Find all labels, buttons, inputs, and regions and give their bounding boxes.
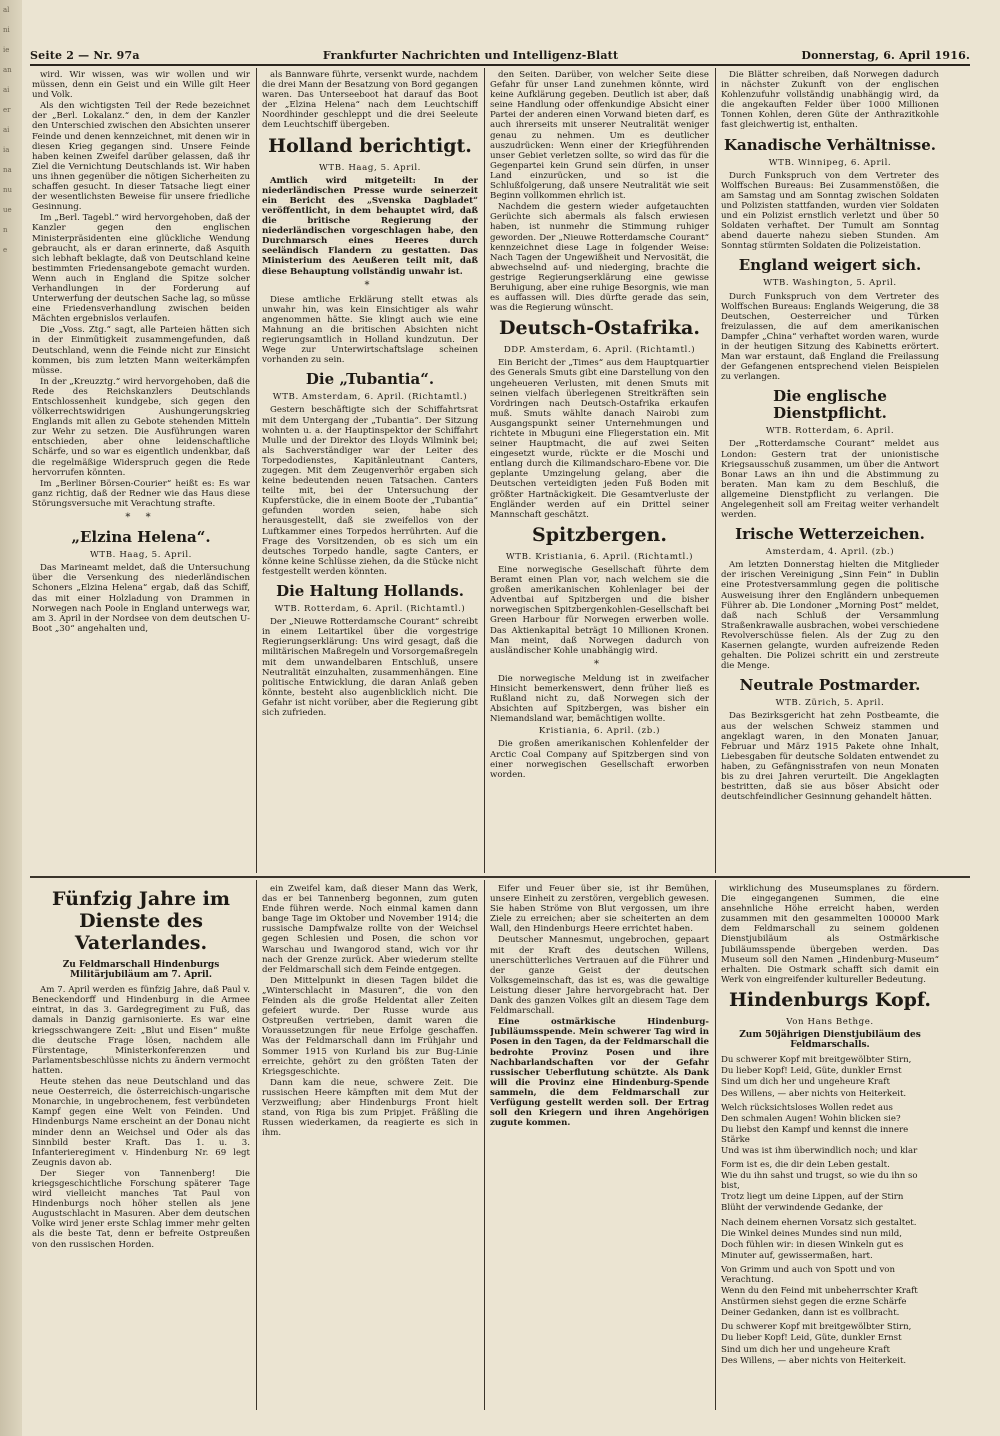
poem-subtitle: Zum 50jährigen Dienstjubiläum des Feldmarschalls.	[739, 1030, 921, 1051]
edge-fragment: ie	[3, 46, 10, 54]
article-paragraph: ein Zweifel kam, daß dieser Mann das Werk, das er bei Tannenberg begonnen, zum guten Ende führen werde. Noch einmal kamen dann bange Tage im Oktober und November 1914; die russische Dampfwalze rollte von der Weichsel gegen Schlesien und Posen, die schon vor Warschau und Iwangorod stand, wich vor ihr nach der Grenze zurück. Aber wiederum stellte der Feldmarschall sich dem Feinde entgegen.	[262, 884, 478, 975]
poem-body	[721, 1055, 939, 1366]
dateline: WTB. Haag, 5. April.	[318, 162, 422, 173]
article-paragraph: Im „Berliner Börsen-Courier“ heißt es: Es war ganz richtig, daß der Redner wie das Haus diese Störungsversuche mit Verachtung strafte.	[32, 478, 250, 509]
dateline: Kristiania, 6. April. (zb.)	[538, 726, 661, 737]
article-paragraph: Die Blätter schreiben, daß Norwegen dadurch in nächster Zukunft von der englischen Kohlenzufuhr vollständig unabhängig wird, da die angekauften Felder über 1000 Millionen Tonnen Kohlen, deren Güte der Anthrazitkohle fast gleichwertig ist, enthalten.	[721, 70, 939, 131]
article-headline: „Elzina Helena“.	[71, 528, 211, 547]
dateline: WTB. Washington, 5. April.	[763, 278, 897, 289]
article-paragraph: Diese amtliche Erklärung stellt etwas als unwahr hin, was kein Einsichtiger als wahr angenommen hätte. Sie klingt auch wie eine Mahnung an die britischen Absichten nicht regierungsamtlich in Holland kundzutun. Der Wege zur Unterwirtschaftslage scheinen vorhanden zu sein.	[262, 294, 478, 366]
poem-line: Sind um dich her und ungeheure Kraft	[721, 1077, 890, 1088]
article-paragraph: Eifer und Feuer über sie, ist ihr Bemühen, unsere Einheit zu zerstören, vergeblich gewesen. Sie haben Ströme von Blut vergossen, um ihre Ziele zu erreichen; aber sie scheiterten an dem Wall, den Hindenburgs Heere errichtet haben.	[490, 884, 709, 935]
column-4	[721, 70, 939, 873]
edge-fragment: an	[3, 66, 12, 74]
dateline: WTB. Winnipeg, 6. April.	[768, 157, 892, 168]
binding-edge	[0, 0, 22, 1436]
lower-column-1	[32, 884, 250, 1409]
section-rule	[30, 876, 970, 878]
dateline: DDP. Amsterdam, 6. April. (Richtamtl.)	[503, 345, 696, 356]
article-paragraph: wird. Wir wissen, was wir wollen und wir müssen, denn ein Geist und ein Wille gilt Heer und Volk.	[32, 70, 250, 101]
edge-fragment: ai	[3, 86, 10, 94]
column-rule	[256, 880, 257, 1410]
article-paragraph: Der Sieger von Tannenberg! Die kriegsgeschichtliche Forschung späterer Tage wird vielleicht manches Tat Paul von Hindenburgs noch höher stellen als jene Augustschlacht in Masuren. Aber dem deutschen Volke wird jener erste Schlag immer mehr gelten als die beste Tat, denn er befreite Ostpreußen von den russischen Horden.	[32, 1168, 250, 1250]
edge-fragment: ni	[3, 26, 10, 34]
poem-line: Du schwerer Kopf mit breitgewölbter Stirn,	[721, 1055, 912, 1066]
article-headline: Die „Tubantia“.	[305, 370, 435, 389]
article-headline: Die englische Dienstpflicht.	[773, 387, 887, 423]
lower-column-2	[262, 884, 478, 1409]
dateline: WTB. Zürich, 5. April.	[775, 698, 885, 709]
article-paragraph: Ein Bericht der „Times“ aus dem Hauptquartier des Generals Smuts gibt eine Darstellung von den ungeheueren Verlusten, mit denen Smuts mit seinen vielfach überlegenen Streitkräften sein Vordringen nach Deutsch-Ostafrika erkaufen muß. Smuts wählte danach Nairobi zum Ausgangspunkt seiner Unternehmungen und richtete in Mbuguni eine Fliegerstation ein. Mit seiner Hauptmacht, die auf zwei Seiten eingesetzt wurde, rückte er die Moschi und entlang durch die Kilimandscharo-Ebene vor. Die geplante Umzingelung gelang, aber die Deutschen verteidigten jeden Fuß Boden mit größter Hartnäckigkeit. Die Gesamtverluste der Engländer werden auf ein Drittel seiner Mannschaft geschätzt.	[490, 358, 709, 520]
dateline: Amsterdam, 4. April. (zb.)	[765, 547, 895, 558]
article-paragraph: Der „Rotterdamsche Courant“ meldet aus London: Gestern trat der unionistische Kriegsausschuß zusammen, um über die Antwort Bonar Laws an ihn und die Abstimmung zu beraten. Man kam zu dem Beschluß, die allgemeine Dienstpflicht zu verlangen. Die Angelegenheit soll am Freitag weiter verhandelt werden.	[721, 439, 939, 521]
poem-line: Trotz liegt um deine Lippen, auf der Stirn	[721, 1192, 904, 1203]
article-paragraph: Die norwegische Meldung ist in zweifacher Hinsicht bemerkenswert, denn früher ließ es Rußland nicht zu, daß Norwegen sich der Absichten auf Spitzbergen, was bisher ein Niemandsland war, bemächtigen wollte.	[490, 673, 709, 725]
dateline: WTB. Rotterdam, 6. April. (Richtamtl.)	[274, 604, 466, 615]
poem-line: Und was ist ihm überwindlich noch; und klar	[721, 1145, 918, 1156]
edge-fragment: al	[3, 6, 10, 14]
article-paragraph: Dann kam die neue, schwere Zeit. Die russischen Heere kämpften mit dem Mut der Verzweiflung; aber Hindenburgs Front hielt stand, von Riga bis zum Pripjet. Fräßling die Russen wiederkamen, da reagierte es sich in ihm.	[262, 1077, 478, 1139]
edge-fragment: nu	[3, 186, 13, 194]
column-rule	[715, 68, 716, 873]
poem-line: Minuter auf, gewissermaßen, hart.	[721, 1250, 873, 1261]
poem-title: Hindenburgs Kopf.	[728, 988, 932, 1011]
column-rule	[256, 68, 257, 873]
poem-line: Wie du ihn sahst und trugst, so wie du ihn so bist,	[721, 1171, 918, 1192]
poem-line: Anstürmen siehst gegen die erzne Schärfe	[721, 1297, 907, 1308]
dateline: WTB. Rotterdam, 6. April.	[765, 426, 895, 437]
article-paragraph: Heute stehen das neue Deutschland und das neue Oesterreich, die österreichisch-ungarische Monarchie, in ungebrochenem, fest verbündeten Kampf gegen eine Welt von Feinden. Und Hindenburgs Name erscheint an der Donau nicht minder denn an Weichsel und Oder als das Sinnbild bester Kraft. Das 1. u. 3. Infanterieregiment v. Hindenburg Nr. 69 legt Zeugnis davon ab.	[32, 1077, 250, 1168]
poem-line: Du lieber Kopf! Leid, Güte, dunkler Ernst	[721, 1066, 902, 1077]
poem-line: Den schmalen Augen! Wohin blicken sie?	[721, 1113, 901, 1124]
poem-line: Sind um dich her und ungeheure Kraft	[721, 1344, 890, 1355]
article-headline: Kanadische Verhältnisse.	[723, 135, 937, 154]
edge-fragment: ai	[3, 126, 10, 134]
article-paragraph: Am letzten Donnerstag hielten die Mitglieder der irischen Vereinigung „Sinn Fein“ in Dublin eine Protestversammlung gegen die politische Ausweisung ihrer den Engländern unbequemen Führer ab. Die Londoner „Morning Post“ meldet, daß nach Schluß der Versammlung Straßenkrawalle ausbrachen, wobei verschiedene Revolverschüsse fielen. Als der Zug zu den Kasernen gelangte, wurden aufreizende Reden gehalten. Die Polizei schritt ein und zerstreute die Menge.	[721, 560, 939, 672]
poem-author: Von Hans Bethge.	[786, 1016, 874, 1027]
edge-fragment: ia	[3, 146, 10, 154]
poem-line: Die Winkel deines Mundes sind nun mild,	[721, 1228, 903, 1239]
article-paragraph: Eine ostmärkische Hindenburg-Jubiläumsspende. Mein schwerer Tag wird in Posen in den Tagen, da der Feldmarschall die bedrohte Provinz Posen und ihre Nachbarlandschaften vor der Gefahr russischer Ueberflutung schützte. Als Dank will die Provinz eine Hindenburg-Spende sammeln, die dem Feldmarschall zur Verfügung gestellt werden soll. Der Ertrag soll den Kriegern und ihren Angehörigen zugute kommen.	[490, 1017, 709, 1129]
article-paragraph: Deutscher Mannesmut, ungebrochen, gepaart mit der Kraft des deutschen Willens, unerschütterliches Vertrauen auf die Führer und der ganze Geist der deutschen Volksgemeinschaft, das ist es, was die gewaltige Leistung dieser Jahre hervorgebracht hat. Der Dank des ganzen Volkes gilt an diesem Tage dem Feldmarschall.	[490, 935, 709, 1017]
article-headline: England weigert sich.	[738, 256, 922, 275]
issue-date: Donnerstag, 6. April 1916.	[801, 49, 970, 62]
article-paragraph: Das Bezirksgericht hat zehn Postbeamte, die aus der welschen Schweiz stammen und angeklagt waren, in den Monaten Januar, Februar und März 1915 Pakete ohne Inhalt, Liebesgaben für deutsche Soldaten entwendet zu haben, zu Gefängnisstrafen von neun Monaten bis zu drei Jahren verurteilt. Die Angeklagten bestritten, daß sie aus böser Absicht oder deutschfeindlicher Gesinnung gehandelt hätten.	[721, 711, 939, 803]
dateline: WTB. Haag, 5. April.	[89, 550, 193, 561]
article-paragraph: Die „Voss. Ztg.“ sagt, alle Parteien hätten sich in der Einmütigkeit zusammengefunden, daß Deutschland, wenn die Feinde nicht zur Einsicht kommen, bis zum letzten Mann weiterkämpfen müsse.	[32, 325, 250, 376]
article-paragraph: Die großen amerikanischen Kohlenfelder der Arctic Coal Company auf Spitzbergen sind von einer norwegischen Gesellschaft erworben worden.	[490, 739, 709, 780]
article-headline: Die Haltung Hollands.	[276, 582, 464, 601]
column-2	[262, 70, 478, 873]
article-paragraph: Als den wichtigsten Teil der Rede bezeichnet der „Berl. Lokalanz.“ den, in dem der Kanzler den Unterschied zwischen den Absichten unserer Feinde und denen kennzeichnet, mit denen wir in diesen Krieg gegangen sind. Unsere Feinde haben keinen Zweifel darüber gelassen, daß ihr Ziel die Vernichtung Deutschlands ist. Wir haben uns ihnen gegenüber die nötigen Sicherheiten zu schaffen gesucht. In dieser Tatsache liegt einer der wesentlichsten Beweise für unsere friedliche Gesinnung.	[32, 101, 250, 213]
poem-line: Von Grimm und auch von Spott und von Verachtung.	[721, 1264, 896, 1285]
poem-line: Des Willens, — aber nichts von Heiterkeit.	[721, 1355, 907, 1366]
article-paragraph: Am 7. April werden es fünfzig Jahre, daß Paul v. Beneckendorff und Hindenburg in die Armee eintrat, in das 3. Gardegregiment zu Fuß, das damals in Danzig garnisonierte. Es war eine kriegsschwangere Zeit: „Blut und Eisen“ mußte die deutsche Frage lösen, nachdem alle Fürstentage, Ministerkonferenzen und Parlamentsbeschlüsse nichts zu ändern vermocht hatten.	[32, 985, 250, 1076]
article-paragraph: als Bannware führte, versenkt wurde, nachdem die drei Mann der Besatzung von Bord gegangen waren. Das Unterseeboot hat darauf das Boot der „Elzina Helena“ nach dem Leuchtschiff Noordhinder geschleppt und die drei Seeleute dem Leuchtschiff übergeben.	[262, 70, 478, 131]
poem-line: Des Willens, — aber nichts von Heiterkeit.	[721, 1088, 907, 1099]
edge-fragment: er	[3, 106, 11, 114]
edge-fragment: e	[3, 246, 8, 254]
newspaper-title: Frankfurter Nachrichten und Intelligenz-Blatt	[322, 49, 619, 62]
article-paragraph: Im „Berl. Tagebl.“ wird hervorgehoben, daß der Kanzler gegen den englischen Ministerpräsidenten eine glückliche Wendung gebraucht, als er daran erinnerte, daß Asquith sich lebhaft beklagte, daß von Deutschland keine bestimmten Friedensangebote gemacht wurden. Wenn auch in England die Spitze solcher Verhandlungen in der Forderung auf Unterwerfung der deutschen Sache lag, so müsse eine Friedensverhandlung zwischen beiden Mächten ergebnislos verlaufen.	[32, 213, 250, 325]
article-paragraph: Amtlich wird mitgeteilt: In der niederländischen Presse wurde seinerzeit ein Bericht des „Svenska Dagbladet“ veröffentlicht, in dem behauptet wird, daß die britische Regierung der niederländischen vorgeschlagen habe, den Durchmarsch eines Heeres durch seeländisch Flandern zu gestatten. Das Ministerium des Aeußeren teilt mit, daß diese Behauptung vollständig unwahr ist.	[262, 175, 478, 277]
column-1	[32, 70, 250, 873]
article-headline: Deutsch-Ostafrika.	[499, 317, 700, 340]
poem-line: Welch rücksichtsloses Wollen redet aus	[721, 1102, 893, 1113]
separator-stars: *	[594, 658, 605, 670]
dateline: WTB. Kristiania, 6. April. (Richtamtl.)	[505, 551, 694, 562]
article-paragraph: Nachdem die gestern wieder aufgetauchten Gerüchte sich abermals als falsch erwiesen haben, ist nunmehr die Stimmung ruhiger geworden. Der „Nieuwe Rotterdamsche Courant“ kennzeichnet diese Lage in folgender Weise: Nach Tagen der Ungewißheit und Nervosität, die abwechselnd auf- und niederging, brachte die gestrige Regierungserklärung eine gewisse Beruhigung, aber eine ruhige Besorgnis, wie man es auffassen will. Dies dürfte gerade das sein, was die Regierung wünscht.	[490, 202, 709, 314]
column-rule	[484, 880, 485, 1410]
article-paragraph: In der „Kreuzztg.“ wird hervorgehoben, daß die Rede des Reichskanzlers Deutschlands Entschlossenheit kundgebe, sich gegen den völkerrechtswidrigen Aushungerungskrieg Englands mit allen zu Gebote stehenden Mitteln zur Wehr zu setzen. Die Ausführungen waren entschieden, aber ohne leidenschaftliche Schärfe, und so war es eigentlich undenkbar, daß die regelmäßige Widerspruch gegen die Rede hervorrufen könnten.	[32, 376, 250, 478]
poem-line: Du lieber Kopf! Leid, Güte, dunkler Ernst	[721, 1333, 902, 1344]
article-paragraph: Der „Nieuwe Rotterdamsche Courant“ schreibt in einem Leitartikel über die vorgestrige Regierungserklärung: Uns wird gesagt, daß die militärischen Maßregeln und Vorsorgemaßregeln mit dem unwandelbaren Entschluß, unsere Neutralität einzuhalten, zusammenhängen. Eine politische Entwicklung, die daran Anlaß geben könnte, besteht also augenblicklich nicht. Die Gefahr ist nicht vorüber, aber die Regierung gibt sich zufrieden.	[262, 617, 478, 718]
feature-subheadline: Zu Feldmarschall Hindenburgs Militärjubiläum am 7. April.	[62, 960, 220, 981]
article-paragraph: Durch Funkspruch von dem Vertreter des Wolffschen Bureaus: Englands Weigerung, die 38 Deutschen, Oesterreicher und Türken freizulassen, die auf dem amerikanischen Dampfer „China“ verhaftet worden waren, wurde in der heutigen Sitzung des Kabinetts erörtert. Man war erstaunt, daß England die Freilassung der Gefangenen entsprechend vielen Beispielen zu verlangen.	[721, 291, 939, 383]
poem-line: Form ist es, die dir dein Leben gestalt.	[721, 1160, 890, 1171]
article-headline: Neutrale Postmarder.	[739, 676, 921, 695]
column-rule	[715, 880, 716, 1410]
article-paragraph: Gestern beschäftigte sich der Schiffahrtsrat mit dem Untergang der „Tubantia“. Der Sitzung wohnten u. a. der Hauptinspektor der Schiffahrt Mulle und der Direktor des Lloyds Wilmink bei; als Sachverständiger war der Leiter des Torpedodienstes, Kapitänleutnant Canters, zugegen. Mit dem Zeugenverhör ergaben sich keine bedeutenden neuen Tatsachen. Canters teilte mit, bei der Untersuchung der Kupferstücke, die in einem Boote der „Tubantia“ gefunden worden seien, habe sich herausgestellt, daß sie zweifellos von der Luftkammer eines Torpedos herrührten. Auf die Frage des Vorsitzenden, ob es sich um ein deutsches Torpedo handle, sagte Canters, er könne keine Schlüsse ziehen, da die Stücke nicht festgestellt werden könnten.	[262, 405, 478, 577]
separator-stars: *	[364, 279, 376, 291]
poem-line: Nach deinem ehernen Vorsatz sich gestaltet.	[721, 1217, 917, 1228]
article-paragraph: Den Mittelpunkt in diesen Tagen bildet die „Winterschlacht in Masuren“, die von den Feinden als die große Heldentat aller Zeiten gefeiert wurde. Der Russe wurde aus Ostpreußen vertrieben, damit waren die Voraussetzungen für neue Erfolge geschaffen. Was der Feldmarschall dann im Frühjahr und Sommer 1915 von Kurland bis zur Bug-Linie erreichte, gehört zu den größten Taten der Kriegsgeschichte.	[262, 975, 478, 1077]
article-headline: Spitzbergen.	[532, 523, 667, 546]
poem-line: Blüht der verwindende Gedanke, der	[721, 1203, 883, 1214]
poem-line: Du schwerer Kopf mit breitgewölbter Stirn,	[721, 1322, 912, 1333]
page-number: Seite 2 — Nr. 97a	[30, 49, 140, 62]
edge-fragment: ue	[3, 206, 12, 214]
lower-column-3	[490, 884, 709, 1409]
article-headline: Holland berichtigt.	[268, 134, 472, 157]
edge-fragment: n	[3, 226, 8, 234]
article-headline: Irische Wetterzeichen.	[735, 525, 925, 544]
article-paragraph: Eine norwegische Gesellschaft führte dem Beramt einen Plan vor, nach welchem sie die großen amerikanischen Kohlenlager bei der Adventbai auf Spitzbergen und die bisher norwegischen Spitzbergenkohlen-Gesellschaft bei Green Harbour für Norwegen erwerben wolle. Das Aktienkapital beträgt 10 Millionen Kronen. Man meint, daß Norwegen dadurch von ausländischer Kohle unabhängig wird.	[490, 564, 709, 656]
article-paragraph: den Seiten. Darüber, von welcher Seite diese Gefahr für unser Land zunehmen könnte, wird keine Aufklärung gegeben. Deutlich ist aber, daß seine Handlung oder offenkundige Absicht einer Partei der anderen einen Vorwand bieten darf, es auch ihrerseits mit unserer Neutralität weniger genau zu nehmen. Um es deutlicher auszudrücken: Wenn einer der Kriegführenden unser Gebiet verletzen sollte, so wird das für die Gegenpartei kein Grund sein dürfen, in unser Land einzurücken, und so ist die Schlußfolgerung, daß unsere Neutralität wie seit Beginn vollkommen ehrlich ist.	[490, 70, 709, 202]
masthead	[30, 44, 970, 66]
article-paragraph: Das Marineamt meldet, daß die Untersuchung über die Versenkung des niederländischen Schoners „Elzina Helena“ ergab, daß das Schiff, das mit einer Holzladung von Drammen in Norwegen nach Poole in England unterwegs war, am 3. April in der Nordsee von dem deutschen U-Boot „30“ angehalten und,	[32, 563, 250, 634]
lower-column-4	[721, 884, 939, 1409]
article-paragraph: wirklichung des Museumsplanes zu fördern. Die eingegangenen Summen, die eine ansehnliche Höhe erreicht haben, werden zusammen mit den gesammelten 100000 Mark dem Feldmarschall zu seinem goldenen Dienstjubiläum als Ostmärkische Jubiläumsspende übergeben werden. Das Museum soll den Namen „Hindenburg-Museum“ erhalten. Die Ostmark schafft sich damit ein Werk von eingreifender kultureller Bedeutung.	[721, 884, 939, 985]
poem-line: Wenn du den Feind mit unbeherrschter Kraft	[721, 1286, 918, 1297]
edge-fragment: na	[3, 166, 12, 174]
column-rule	[484, 68, 485, 873]
poem-line: Deiner Gedanken, dann ist es vollbracht.	[721, 1308, 900, 1319]
separator-stars: * *	[125, 512, 157, 524]
dateline: WTB. Amsterdam, 6. April. (Richtamtl.)	[272, 392, 468, 403]
poem-line: Du liebst den Kampf und kennst die innere Stärke	[721, 1124, 909, 1145]
poem-line: Doch fühlen wir: in diesen Winkeln gut es	[721, 1239, 904, 1250]
article-paragraph: Durch Funkspruch von dem Vertreter des Wolffschen Bureaus: Bei Zusammenstößen, die am Samstag und am Sonntag zwischen Soldaten und Polizisten stattfanden, wurden vier Soldaten und ein Polizist ernstlich verletzt und über 50 Soldaten verhaftet. Der Tumult am Sonntag abend dauerte nahezu sieben Stunden. Am Sonntag stürmten Soldaten die Polizeistation.	[721, 170, 939, 252]
column-3	[490, 70, 709, 873]
feature-headline: Fünfzig Jahre im Dienste des Vaterlandes.	[51, 888, 230, 954]
